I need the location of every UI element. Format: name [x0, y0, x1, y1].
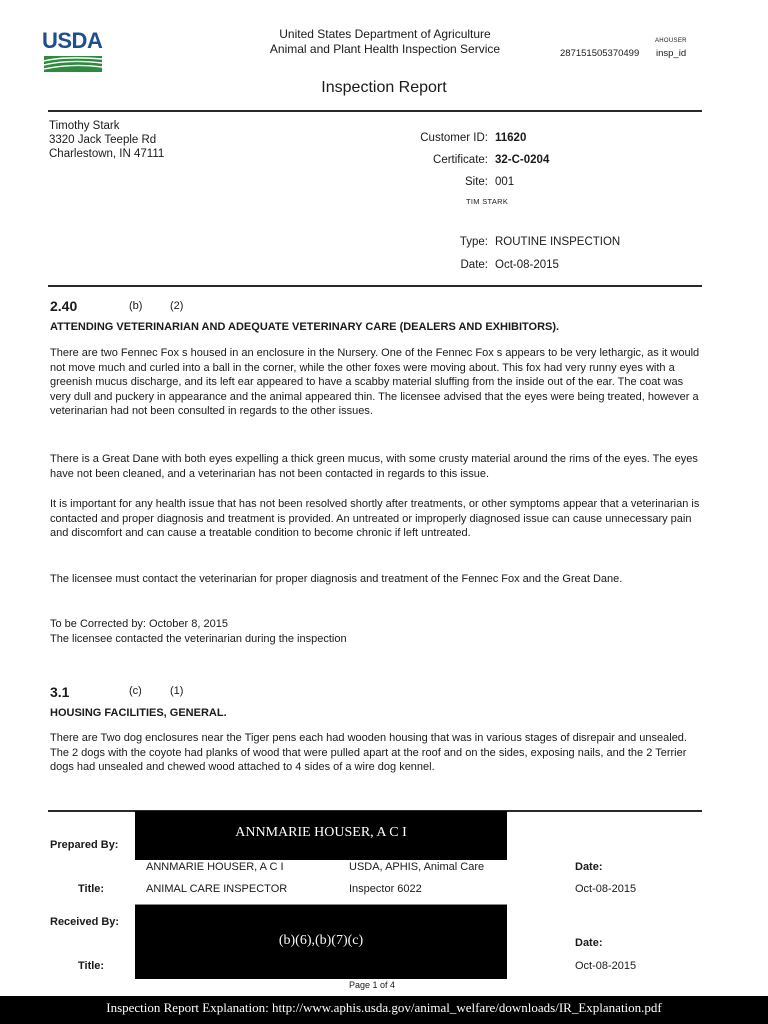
licensee-address	[49, 119, 164, 161]
agency-heading	[200, 27, 570, 57]
correction-note: The licensee contacted the veterinarian during the inspection	[50, 633, 347, 645]
inspection-number: 2871515053704​99	[560, 48, 640, 59]
prepared-by-label: Prepared By:	[50, 839, 119, 851]
section-1-paragraph-3: It is important for any health issue that has not been resolved shortly after treatments, or other symptoms appear that a veterinarian is contacted and proper diagnosis and treatment is provided. An untreated or improperly diagnosed issue can cause unnecessary pain and discomfort and can cause a treatable condition to become chronic if left untreated.	[50, 498, 700, 539]
inspector-code: AHOUSER	[655, 38, 687, 44]
date-label: Date:	[460, 259, 488, 271]
prepared-date: Oct-08-2015	[575, 883, 637, 895]
report-title: Inspection Report	[321, 79, 447, 96]
type-label: Type:	[459, 236, 488, 248]
explanation-bar	[0, 996, 768, 1024]
usda-logo	[40, 28, 104, 74]
type-value: ROUTINE INSPECTION	[495, 236, 621, 248]
section-1-sub-1: (b)	[129, 300, 143, 312]
section-1-paragraph-2: There is a Great Dane with both eyes expelling a thick green mucus, with some crusty material around the rims of the eyes. The eyes have not been cleaned, and a veterinarian has not been contacted in regards to this issue.	[50, 453, 698, 480]
prepared-title: ANIMAL CARE INSPECTOR	[146, 883, 288, 895]
section-2-sub-1: (c)	[129, 685, 142, 697]
header-divider	[48, 110, 702, 112]
licensee-city: Charlestown, IN 47111	[49, 148, 165, 160]
prepared-title-label: Title:	[78, 883, 105, 895]
redaction-label: (b)(6),(b)(7)(c)	[278, 933, 364, 948]
received-date: Oct-08-2015	[575, 960, 637, 972]
correct-by-date: To be Corrected by: October 8, 2015	[50, 618, 228, 630]
section-1-number: 2.40	[50, 298, 78, 314]
section-1-paragraph-1: There are two Fennec Fox s housed in an enclosure in the Nursery. One of the Fennec Fox s appears to be very lethargic, as it would not move much and curled into a ball in the corner, while the other foxes were moving about. This fox had very runny eyes with a greenish mucus discharge, and its left ear appeared to have a scabby material sluffing from the inside out of the ear. The coat was very dull and puckery in appearance and the animal appeared thin. The licensee advised that the eyes were being treated, however a veterinarian had not been consulted in regards to the other issues.	[50, 347, 700, 417]
site-label: Site:	[464, 176, 488, 188]
usda-logo-text: USDA	[42, 28, 103, 53]
section-2-title: HOUSING FACILITIES, GENERAL.	[50, 707, 227, 719]
identifiers-divider	[48, 285, 702, 287]
explanation-link[interactable]: Inspection Report Explanation: http://www.aphis.usda.gov/animal_welfare/downloads/IR_Explanation.pdf	[106, 1000, 662, 1015]
received-date-label: Date:	[575, 937, 603, 949]
customer-id-value: 11620	[495, 132, 527, 144]
licensee-name: Timothy Stark	[49, 120, 120, 132]
page-number: Page 1 of 4	[349, 980, 396, 990]
received-title-label: Title:	[78, 960, 105, 972]
section-2-number: 3.1	[50, 684, 70, 700]
date-value: Oct-08-2015	[495, 259, 559, 271]
inspection-id-label: insp_id	[656, 48, 687, 59]
site-name: TIM STARK	[466, 197, 509, 206]
site-value: 001	[495, 176, 515, 188]
section-1-sub-2: (2)	[170, 300, 184, 312]
certificate-value: 32-C-0204	[495, 154, 550, 166]
section-2-paragraph-1: There are Two dog enclosures near the Tiger pens each had wooden housing that was in various stages of disrepair and unsealed. The 2 dogs with the coyote had planks of wood that were pulled apart at the roof and on the sides, exposing nails, and the 2 Terrier dogs had unsealed and chewed wood attached to 4 sides of a wire dog kennel.	[50, 732, 687, 773]
licensee-street: 3320 Jack Teeple Rd	[49, 134, 157, 146]
prepared-signature: ANNMARIE HOUSER, A C I	[235, 825, 407, 840]
prepared-organization: USDA, APHIS, Animal Care	[349, 861, 485, 873]
received-by-label: Received By:	[50, 916, 120, 928]
section-1-paragraph-4: The licensee must contact the veterinarian for proper diagnosis and treatment of the Fennec Fox and the Great Dane.	[50, 573, 623, 585]
certificate-label: Certificate:	[433, 154, 488, 166]
received-signature-redaction	[135, 905, 507, 979]
agency-line-2: Animal and Plant Health Inspection Service	[269, 42, 501, 56]
customer-id-label: Customer ID:	[420, 132, 488, 144]
section-1-title: ATTENDING VETERINARIAN AND ADEQUATE VETERINARY CARE (DEALERS AND EXHIBITORS).	[50, 321, 560, 333]
prepared-date-label: Date:	[575, 861, 603, 873]
agency-line-1: United States Department of Agriculture	[279, 27, 491, 41]
prepared-signature-block	[135, 811, 507, 860]
usda-field-icon	[44, 56, 102, 72]
prepared-name: ANNMARIE HOUSER, A C I	[146, 861, 284, 873]
inspector-id: Inspector 6022	[349, 883, 422, 895]
section-2-sub-2: (1)	[170, 685, 184, 697]
